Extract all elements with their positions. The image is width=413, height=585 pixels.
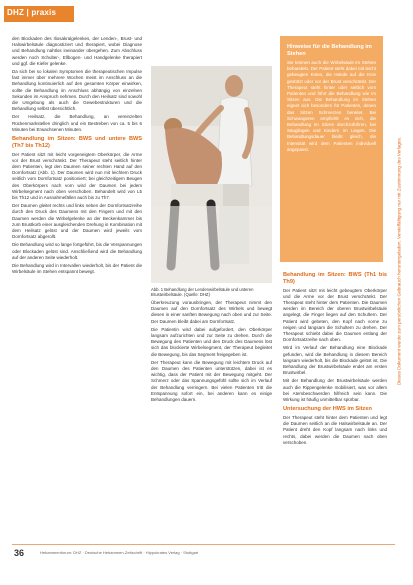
copyright-note [394,26,404,496]
paragraph: Der Therapeut kann die Bewegung mit leichtem Druck auf den Daumen des Patienten unterstützen, dabei ist es wichtig, dass der Patient mit der Bewegung mitgeht. Der Schmerz oder das Spannungsgefühl sollte sich im Verlauf der Behandlung verringern. Bei vielen Patienten tritt die Entspannung sofort ein, bei anderen kann es einige Behandlungen dauern. [151,359,272,403]
paragraph: Wird im Verlauf der Behandlung eine Blockade gefunden, wird die Behandlung in diesem Bereich langsam wiederholt, bis die Blockade gelöst ist. Die Behandlung der Brustwirbelsäule endet am ersten Brustwirbel. [283,345,387,376]
column-right [283,272,387,448]
column-middle [151,300,272,405]
info-box-title: Hinweise für die Behandlung im Stehen [287,44,372,57]
photo-illustration [151,66,272,283]
paragraph: Da sich bei so lokalen Symptomen die therapeutischen Impulse fast immer über mehrere Wochen meist im Anschluss an die Behandlung kontinuierlich auf den gesamten Körper einwirken, sollte die Behandlung im Anschluss abhängig von einzelnen Sekunden im Anspruch nehmen. Durch den Heilsatz sind sowohl die Umgebung als auch die Gewebestrukturen und die Behandlung selbst übersichtlich. [12,69,142,112]
column-left [12,36,142,278]
section-label: praxis [31,8,57,17]
paragraph: Mit der Behandlung der Brustwirbelsäule werden auch die Rippengelenke mobilisiert, was vor allem bei Atembeschwerden hilfreich sein kann. Die Wirkung ist häufig unmittelbar spürbar. [283,378,387,403]
section-heading: Behandlung im Sitzen: BWS (Th1 bis Th9) [283,272,387,285]
paragraph: Der Therapeut steht hinter dem Patienten und legt die Daumen seitlich an die Halswirbelsäule an. Der Patient dreht den Kopf langsam nach links und rechts, dabei werden die Daumen nach oben verschoben. [283,415,387,445]
page-number: 36 [14,548,25,558]
paragraph: Der Patient sitzt mit leicht vorgeneigtem Oberkörper, die Arme vor der Brust verschränkt. Der Therapeut steht seitlich hinter dem Patienten, legt den Daumen seiner rechten Hand auf den Dornfortsatz (Abb. 1). Der Daumen wird nun mit leichtem Druck seitlich vom Dornfortsatz positioniert; bei gleichzeitigem Beugen des Oberkörpers nach vorn wird der Daumen bei jedem Wirbelsegment nach oben verschoben. Behandelt wird von L5 bis Th12 und in Ausnahmefällen auch bis zu Th7. [12,151,142,201]
paragraph: den Blockaden des Iliosakralgelenkes, der Lenden-, Brust- und Halswirbelsäule diagnostiziert und therapiert, wobei Diagnose und Behandlung nahtlos ineinander übergehen. Zum Abschluss werden noch Schulter-, Ellbogen- und Handgelenke therapiert und ggf. die Kiefer gelenke. [12,36,142,66]
paragraph: Der Heilsatz, die Behandlung, an vereinzelten Rückenmarkstellen dringlich und ein Bestreben von ca. 5 bis 6 Minuten bei Erwachsenen Minuten. [12,114,142,132]
brand-label: DHZ [7,8,25,17]
figure-caption: Abb. 1 Behandlung der Lendenwirbelsäule und unteren Brustwirbelsäule. (Quelle: DHZ) [151,287,254,298]
paragraph: Die Patientin wird dabei aufgefordert, den Oberkörper langsam aufzurichten und zur Seite zu drehen. Durch die Bewegung des Patienten und den Druck des Daumens löst sich das blockierte Wirbelsegment, der Therapeut begleitet die Bewegung, bis das Segment freigegeben ist. [151,326,272,357]
section-heading: Behandlung im Sitzen: BWS und untere BWS (Th7 bis Th12) [12,136,142,149]
page-footer [12,544,395,559]
section-heading: Untersuchung der HWS im Sitzen [283,406,372,413]
footer-text: Hebammenforum: DHZ · Deutsche Hebammen-Zeitschrift · Hippokrates Verlag · Stuttgart [40,550,199,555]
paragraph: Die Behandlung wird in Intervallen wiederholt, bis der Patient die Wirbelsäule im Stehen entspannt bewegt. [12,263,142,275]
paragraph: Überkreuzung vorausbringen, der Therapeut nimmt den Daumen auf den Dornfortsatz des Wirbels und bewegt diesen in einer sanften Bewegung nach oben und zur Seite. Der Daumen bleibt dabei am Dornfortsatz. [151,300,272,324]
copyright-text: Dieses Dokument wurde zum persönlichen Gebrauch heruntergeladen. Vervielfältigung nur mit Zustimmung des Verlages. [396,136,402,386]
paragraph: Der Patient sitzt mit leicht gebeugtem Oberkörper und die Arme vor der Brust verschränkt. Der Therapeut steht hinter dem Patienten. Die Daumen werden im Bereich der oberen Brustwirbelsäule angelegt, die Finger liegen auf den Schultern. Der Patient wird gebeten, den Kopf nach vorne zu neigen und langsam die Schultern zu drehen. Der Therapeut schiebt dabei die Daumen entlang der Dornfortsatzreihe nach oben. [283,287,387,343]
info-box [280,36,383,262]
paragraph: Der Daumen gleitet rechts und links neben der Dornfortsatzreihe durch den Druck des Daumens mit den Fingern und mit den Daumen werden die Wirbelgelenke an der Beckenkammer bis zum Brustkorb einer ausgleichenden Drehung in Kombination mit dem Heilsatz gelöst und der Daumen wird jeweils vom Dornfortsatz abgerollt. [12,203,142,240]
treatment-photo [151,66,272,283]
paragraph: Die Behandlung wird so lange fortgeführt, bis die Verspannungen oder Blockaden gelöst sind. Anschließend wird die Behandlung auf der anderen Seite wiederholt. [12,242,142,260]
section-header: DHZ | praxis [4,6,74,22]
info-box-text: Sie können auch die Wirbelsäule im Stehen behandeln. Der Patient steht dabei mit leicht gebeugten Knien, die Hände auf die Knie gestützt oder vor der Brust verschränkt. Der Therapeut steht hinter oder seitlich vom Patienten und führt die Behandlung wie im Sitzen aus. Die Behandlung im Stehen eignet sich besonders für Patienten, denen das Sitzen Schmerzen bereitet. Bei Schwangeren empfiehlt es sich, die Behandlung im Sitzen durchzuführen, bei Säuglingen und Kindern im Liegen. Die Behandlungsdauer bleibt gleich, die Intensität wird dem Patienten individuell angepasst. [287,60,376,152]
